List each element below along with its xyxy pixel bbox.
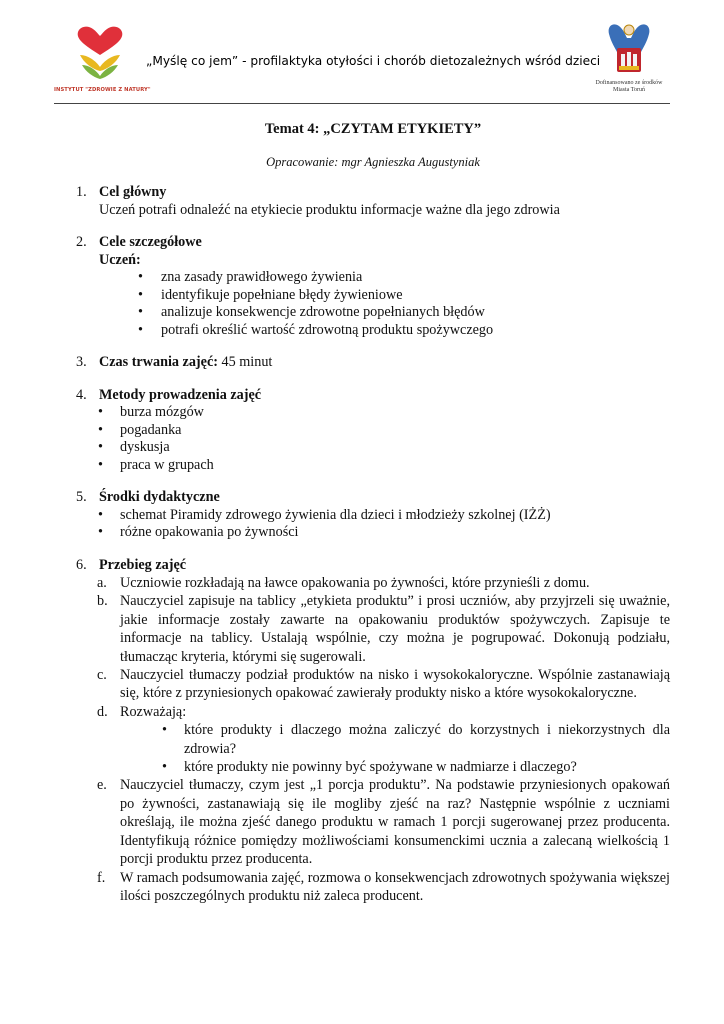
list-item-text: potrafi określić wartość zdrowotną produktu spożywczego [161,321,494,338]
section-heading: Cele szczegółowe [99,234,202,250]
step-item [76,869,670,906]
bullet-icon: • [98,404,103,420]
considerations-list [76,721,670,776]
bullet-icon: • [162,759,167,776]
step-item [76,776,670,868]
section-number: 2. [76,234,87,250]
step-item [76,574,670,592]
methods-list [76,404,670,474]
step-letter: c. [97,667,107,684]
section-main-goal [76,184,670,219]
step-letter: d. [97,703,108,720]
section-specific-goals [76,234,670,269]
bullet-icon: • [138,304,143,320]
section-number: 4. [76,386,87,403]
step-text: Nauczyciel zapisuje na tablicy „etykieta produktu” i prosi uczniów, aby przyjrzeli się uważnie, jakie informacje zostały zawarte na opakowaniu produktów spożywczych. Zapisuje te informacje na tablicy. Ustalają wspólnie, czy można je pogrupować. Dokonują podziału, tłumacząc kryteria, którymi się sugerowali. [120,593,670,665]
list-item-text: schemat Piramidy zdrowego żywienia dla dzieci i młodzieży szkolnej (IŻŻ) [120,506,551,523]
bullet-icon: • [98,421,103,438]
page-header [54,20,670,104]
bullet-icon: • [138,321,143,338]
list-item [76,524,670,542]
funding-line-1: Dofinansowano ze środków [595,80,663,86]
list-item-text: dyskusja [120,439,170,455]
section-number: 6. [76,556,87,573]
step-letter: f. [97,869,106,886]
list-item [76,758,670,776]
section-subheading: Uczeń: [99,251,141,268]
bullet-icon: • [98,439,103,455]
list-item-text: które produkty i dlaczego można zaliczyć do korzystnych i niekorzystnych dla zdrowia? [184,722,670,757]
section-duration [76,354,670,372]
institute-logo [54,25,151,93]
list-item-text: praca w grupach [120,456,214,473]
list-item-text: zna zasady prawidłowego żywienia [161,269,363,285]
bullet-icon: • [98,524,103,540]
section-heading: Cel główny [99,184,167,200]
step-letter: a. [97,575,107,591]
bullet-icon: • [98,456,103,473]
list-item [76,287,670,305]
step-item [76,592,670,666]
list-item-text: identyfikuje popełniane błędy żywieniowe [161,286,403,303]
section-lesson-course [76,557,670,575]
heart-leaf-logo-icon [74,25,126,83]
list-item [76,507,670,525]
list-item-text: burza mózgów [120,404,204,420]
step-letter: e. [97,777,107,794]
goals-list [76,269,670,339]
step-text: W ramach podsumowania zajęć, rozmowa o konsekwencjach zdrowotnych spożywania większej ilości poszczególnych produktu niż zaleca producent. [120,869,670,904]
step-text: Nauczyciel tłumaczy podział produktów na nisko i wysokokaloryczne. Wspólnie zastanawiają się, które z przyniesionych opakować zawierały produkty nisko a które wysokokaloryczne. [120,667,670,702]
step-text: Uczniowie rozkładają na ławce opakowania po żywności, które przynieśli z domu. [120,575,590,591]
list-item-text: pogadanka [120,421,182,438]
angel-crest-icon [605,20,653,78]
step-item [76,703,670,721]
list-item [76,721,670,758]
section-heading: Metody prowadzenia zajęć [99,386,262,403]
header-divider [54,103,670,104]
step-letter: b. [97,593,108,610]
funding-line-2: Miasta Toruń [613,87,645,93]
list-item [76,304,670,322]
institute-label: INSTYTUT "ZDROWIE Z NATURY" [54,87,151,93]
list-item-text: analizuje konsekwencje zdrowotne popełnianych błędów [161,304,485,320]
list-item [76,404,670,422]
bullet-icon: • [138,269,143,285]
bullet-icon: • [162,722,167,739]
section-number: 5. [76,489,87,505]
author-line: Opracowanie: mgr Agnieszka Augustyniak [266,154,480,169]
list-item-text: które produkty nie powinny być spożywane w nadmiarze i dlaczego? [184,759,577,776]
document-title: Temat 4: „CZYTAM ETYKIETY” [264,121,482,137]
section-heading: Przebieg zajęć [99,556,187,573]
step-item [76,666,670,703]
list-item [76,439,670,457]
section-heading: Czas trwania zajęć: [99,354,218,370]
list-item [76,422,670,440]
section-methods [76,387,670,405]
section-number: 1. [76,184,87,200]
list-item-text: różne opakowania po żywności [120,524,299,540]
list-item [76,322,670,340]
list-item [76,457,670,475]
step-text: Rozważają: [120,703,187,720]
step-text: Nauczyciel tłumaczy, czym jest „1 porcja produktu”. Na podstawie przyniesionych opakowań po żywności, zastanawiają się ile mogliby zjeść na raz? Następnie wspólnie z uczniami określają, ile można zjeść danego produktu w ramach 1 porcji sugerowanej przez producenta. Identyfikują różnice pomiędzy możliwościami konsumenckimi ucznia a zalecaną wielkością 1 porcji produktu przez producenta. [120,777,670,868]
section-teaching-aids [76,489,670,507]
header-title: „Myślę co jem” - profilaktyka otyłości i chorób dietozależnych wśród dzieci [146,54,601,68]
section-number: 3. [76,354,87,370]
aids-list [76,507,670,542]
list-item [76,269,670,287]
bullet-icon: • [98,506,103,523]
section-heading: Środki dydaktyczne [99,489,220,505]
lesson-steps-list [76,574,670,905]
lesson-document [76,118,670,905]
funding-note [588,80,670,94]
bullet-icon: • [138,286,143,303]
section-text: Uczeń potrafi odnaleźć na etykiecie produktu informacje ważne dla jego zdrowia [99,201,560,218]
city-crest [588,20,670,94]
duration-value: 45 minut [217,354,273,370]
